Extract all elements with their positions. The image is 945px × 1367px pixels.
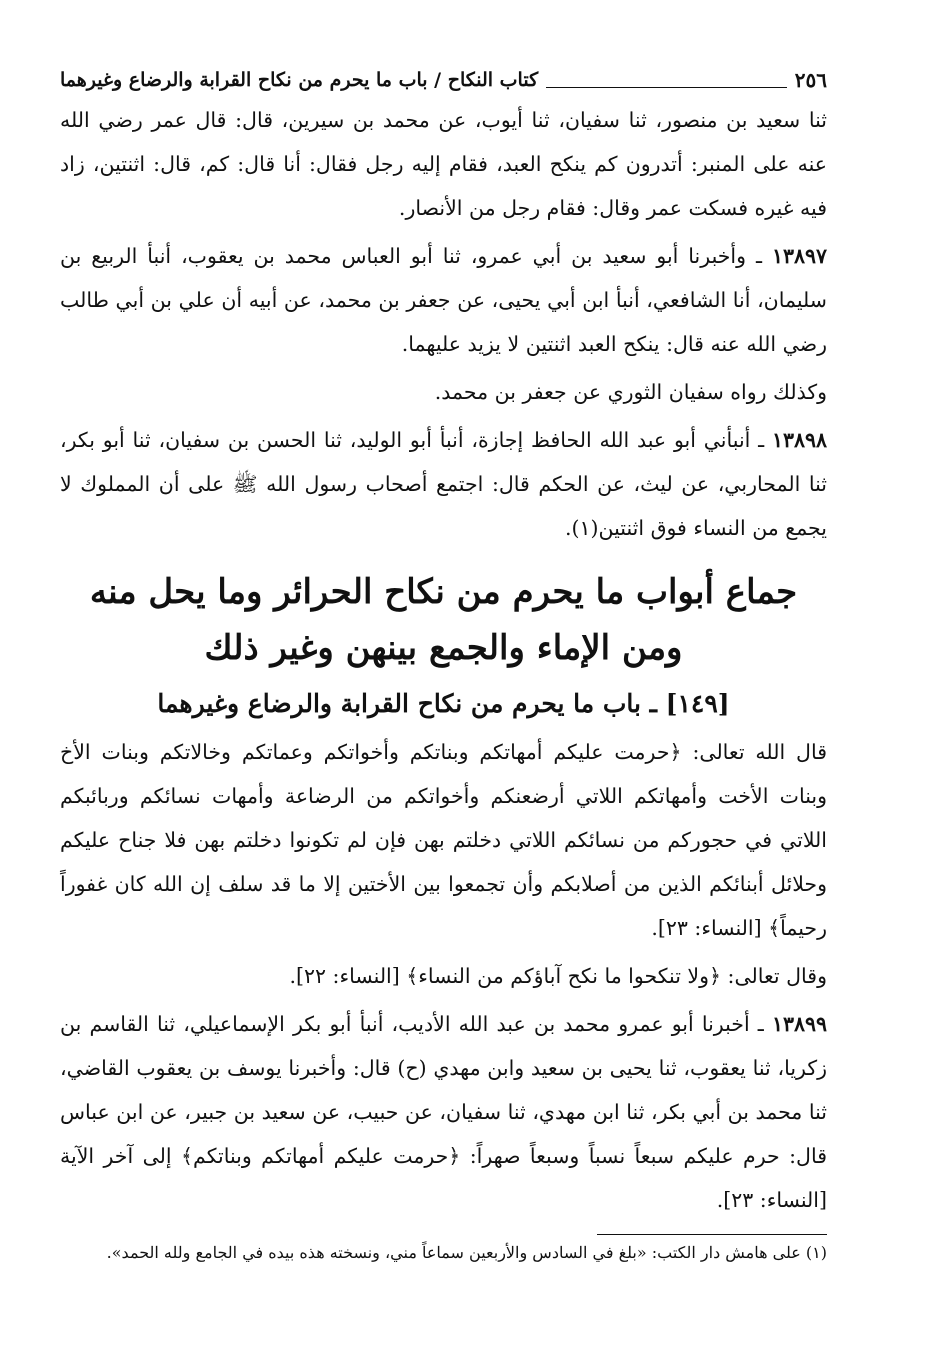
paragraph: وقال تعالى: ﴿ولا تنكحوا ما نكح آباؤكم من النساء﴾ [النساء: ٢٢]. — [289, 964, 827, 988]
book-page — [60, 68, 827, 1267]
footnote-rule — [597, 1234, 827, 1235]
chapter-title: [١٤٩] ـ باب ما يحرم من نكاح القرابة والرضاع وغيرهما — [157, 689, 730, 718]
footnote: (١) على هامش دار الكتب: «بلغ في السادس والأربعين سماعاً مني، ونسخته هذه بيده في الجامع ولله الحمد». — [106, 1243, 827, 1262]
hadith-paragraph: ١٣٨٩٧ ـ وأخبرنا أبو سعيد بن أبي عمرو، ثنا أبو العباس محمد بن يعقوب، أنبأ الربيع بن سليمان، أنا الشافعي، أنبأ ابن أبي يحيى، عن جعفر بن محمد، عن أبيه أن علي بن أبي طالب رضي الله عنه قال: ينكح العبد اثنتين لا يزيد عليهما. — [60, 244, 827, 356]
paragraph: وكذلك رواه سفيان الثوري عن جعفر بن محمد. — [434, 380, 827, 404]
running-title: كتاب النكاح / باب ما يحرم من نكاح القرابة والرضاع وغيرهما — [60, 69, 539, 92]
header-rule — [546, 87, 787, 88]
hadith-paragraph: ١٣٨٩٩ ـ أخبرنا أبو عمرو محمد بن عبد الله الأديب، أنبأ أبو بكر الإسماعيلي، ثنا القاسم بن زكريا، ثنا يعقوب، ثنا يحيى بن سعيد وابن مهدي (ح) قال: وأخبرنا يوسف بن يعقوب القاضي، ثنا محمد بن أبي بكر، ثنا ابن مهدي، ثنا سفيان، عن حبيب، عن سعيد بن جبير، عن ابن عباس قال: حرم عليكم سبعاً نسباً وسبعاً صهراً: ﴿حرمت عليكم أمهاتكم وبناتكم﴾ إلى آخر الآية [النساء: ٢٣]. — [60, 1012, 827, 1212]
section-heading-line: جماع أبواب ما يحرم من نكاح الحرائر وما يحل منه — [89, 572, 798, 612]
page-number: ٢٥٦ — [794, 68, 827, 92]
hadith-paragraph: ١٣٨٩٨ ـ أنبأني أبو عبد الله الحافظ إجازة، أنبأ أبو الوليد، ثنا الحسن بن سفيان، ثنا أبو بكر، ثنا المحاربي، عن ليث، عن الحكم قال: اجتمع أصحاب رسول الله ﷺ على أن المملوك لا يجمع من النساء فوق اثنتين(١). — [60, 428, 827, 540]
section-heading — [60, 564, 827, 676]
hadith-number: ١٣٨٩٧ — [771, 244, 827, 268]
section-heading-line: ومن الإماء والجمع بينهن وغير ذلك — [204, 628, 683, 668]
paragraph: ثنا سعيد بن منصور، ثنا سفيان، ثنا أيوب، عن محمد بن سيرين، قال: قال عمر رضي الله عنه على المنبر: أتدرون كم ينكح العبد، فقام إليه رجل فقال: أنا قال: كم، قال: اثنتين، زاد فيه غيره فسكت عمر وقال: فقام رجل من الأنصار. — [60, 108, 827, 220]
paragraph: قال الله تعالى: ﴿حرمت عليكم أمهاتكم وبناتكم وأخواتكم وعماتكم وخالاتكم وبنات الأخ وبنات الأخت وأمهاتكم اللاتي أرضعنكم وأخواتكم من الرضاعة وأمهات نسائكم وربائبكم اللاتي في حجوركم من نسائكم اللاتي دخلتم بهن فإن لم تكونوا دخلتم بهن فلا جناح عليكم وحلائل أبنائكم الذين من أصلابكم وأن تجمعوا بين الأختين إلا ما قد سلف إن الله كان غفوراً رحيماً﴾ [النساء: ٢٣]. — [60, 740, 827, 940]
hadith-number: ١٣٨٩٨ — [771, 428, 827, 452]
page-header — [60, 68, 827, 98]
hadith-number: ١٣٨٩٩ — [771, 1012, 827, 1036]
